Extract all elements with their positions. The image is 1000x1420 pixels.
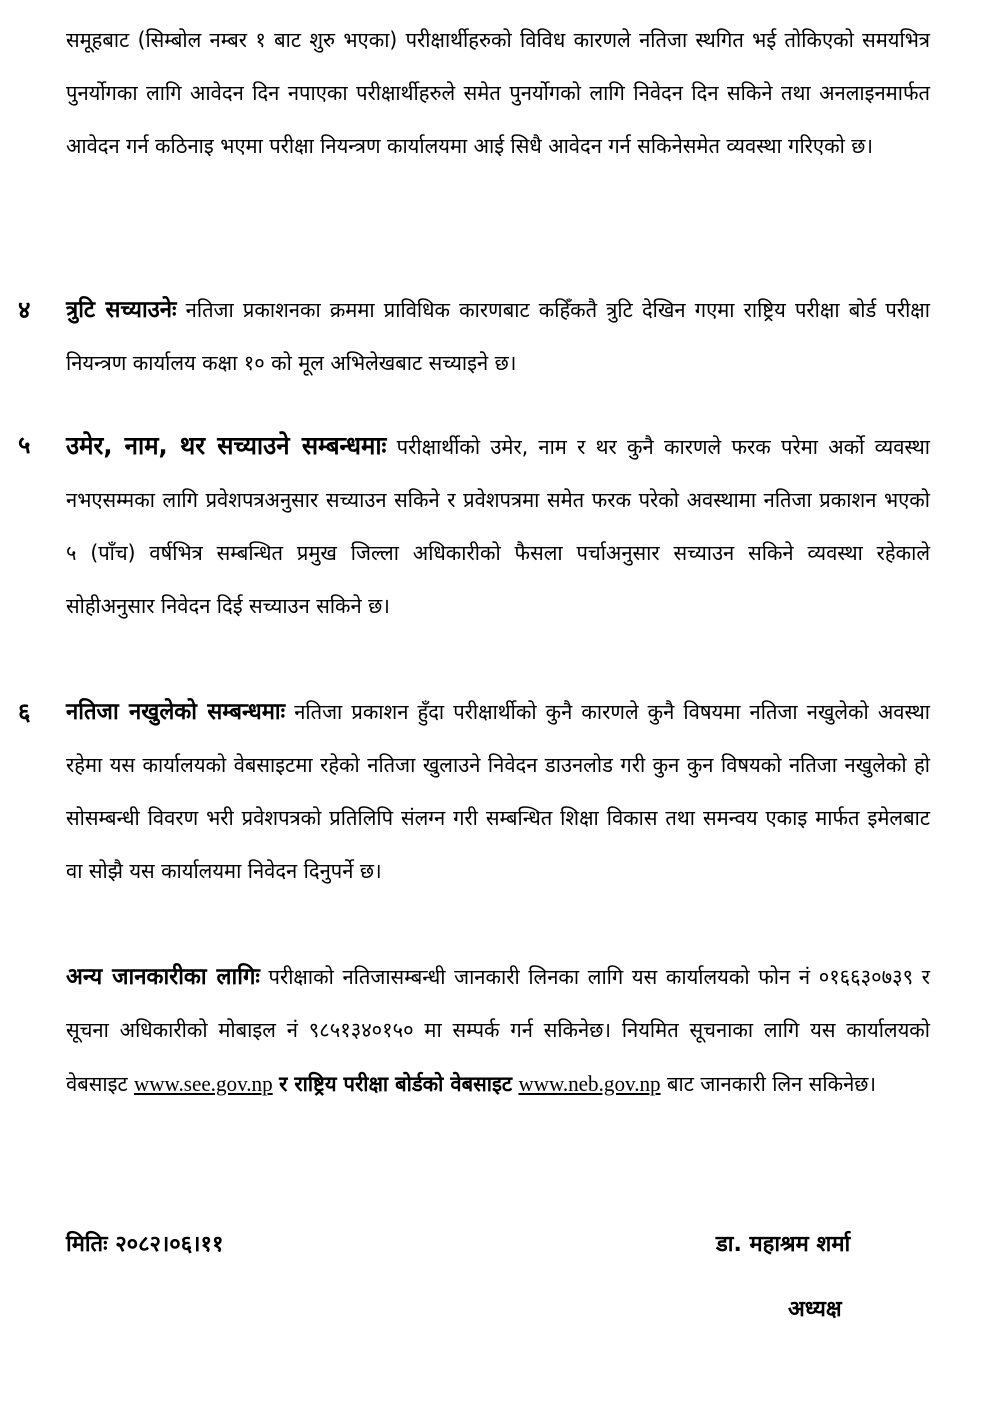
item-body <box>66 284 930 390</box>
item-text: नतिजा प्रकाशन हुँदा परीक्षार्थीको कुनै कारणले कुनै विषयमा नतिजा नखुलेको अवस्था रहेमा यस कार्यालयको वेबसाइटमा रहेको नतिजा खुलाउने निवेदन डाउनलोड गरी कुन कुन विषयको नतिजा नखुलेको हो सोसम्बन्धी विवरण भरी प्रवेशपत्रको प्रतिलिपि संलग्न गरी सम्बन्धित शिक्षा विकास तथा समन्वय एकाइ मार्फत इमेलबाट वा सोझै यस कार्यालयमा निवेदन दिनुपर्ने छ। <box>66 700 930 883</box>
other-info-paragraph <box>66 951 930 1111</box>
signer-name: डा. महाश्रम शर्मा <box>716 1232 851 1257</box>
notice-date: मितिः २०८२।०६।११ <box>66 1232 224 1257</box>
item-heading: उमेर, नाम, थर सच्याउने सम्बन्धमाः <box>66 431 387 460</box>
neb-website-link[interactable]: www.neb.gov.np <box>518 1071 661 1096</box>
item-number: ५ <box>18 431 31 459</box>
item-heading: नतिजा नखुलेको सम्बन्धमाः <box>66 699 286 725</box>
neb-website-label: र राष्ट्रिय परीक्षा बोर्डको वेबसाइट <box>279 1072 513 1096</box>
item-body <box>66 686 930 898</box>
signer-title: अध्यक्ष <box>788 1297 842 1322</box>
intro-paragraph: समूहबाट (सिम्बोल नम्बर १ बाट शुरु भएका) परीक्षार्थीहरुको विविध कारणले नतिजा स्थगित भई तोकिएको समयभित्र पुनर्योगका लागि आवेदन दिन नपाएका परीक्षार्थीहरुले समेत पुनर्योगको लागि निवेदन दिन सकिने तथा अनलाइनमार्फत आवेदन गर्न कठिनाइ भएमा परीक्षा नियन्त्रण कार्यालयमा आई सिधै आवेदन गर्न सकिनेसमेत व्यवस्था गरिएको छ। <box>66 28 930 158</box>
item-body <box>66 419 930 633</box>
item-number: ४ <box>18 296 31 324</box>
other-info-text: परीक्षाको नतिजासम्बन्धी जानकारी लिनका लागि यस कार्यालयको फोन नं ०१६६३०७३९ र सूचना अधिकारीको मोबाइल नं ९८५१३४०१५० मा सम्पर्क गर्न सकिनेछ। नियमित सूचनाका लागि यस कार्यालयको वेबसाइट <box>66 965 930 1096</box>
item-heading: त्रुटि सच्याउनेः <box>66 297 177 323</box>
other-info-heading: अन्य जानकारीका लागिः <box>66 964 260 990</box>
other-info-closing: बाट जानकारी लिन सकिनेछ। <box>667 1072 877 1096</box>
item-text: नतिजा प्रकाशनका क्रममा प्राविधिक कारणबाट कहिँकतै त्रुटि देखिन गएमा राष्ट्रिय परीक्षा बोर्ड परीक्षा नियन्त्रण कार्यालय कक्षा १० को मूल अभिलेखबाट सच्याइने छ। <box>66 298 930 375</box>
item-text: परीक्षार्थीको उमेर, नाम र थर कुनै कारणले फरक परेमा अर्को व्यवस्था नभएसम्मका लागि प्रवेशपत्रअनुसार सच्याउन सकिने र प्रवेशपत्रमा समेत फरक परेको अवस्थामा नतिजा प्रकाशन भएको ५ (पाँच) वर्षभित्र सम्बन्धित प्रमुख जिल्ला अधिकारीको फैसला पर्चाअनुसार सच्याउन सकिने व्यवस्था रहेकाले सोहीअनुसार निवेदन दिई सच्याउन सकिने छ। <box>66 435 930 618</box>
item-number: ६ <box>18 698 31 726</box>
see-website-link[interactable]: www.see.gov.np <box>134 1071 273 1096</box>
